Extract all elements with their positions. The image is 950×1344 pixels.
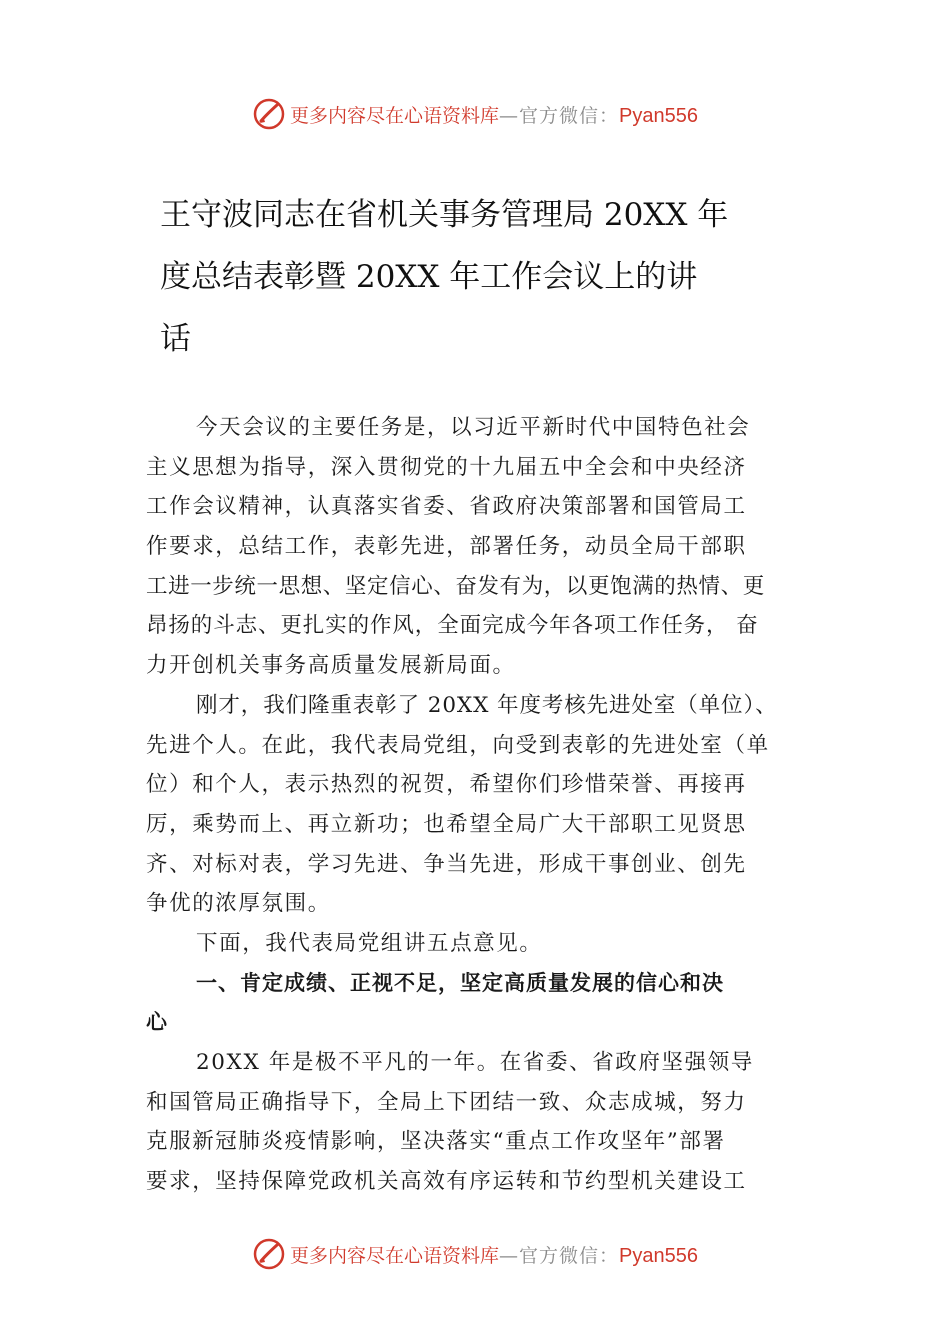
- body-line: 先进个人。在此，我代表局党组，向受到表彰的先进处室（单: [146, 732, 770, 758]
- banner-sub-text: —官方微信：: [499, 1244, 620, 1267]
- banner-main-text: 更多内容尽在心语资料库: [290, 1244, 500, 1267]
- body-line: 今天会议的主要任务是，以习近平新时代中国特色社会: [196, 415, 751, 440]
- body-line: 下面，我代表局党组讲五点意见。: [196, 930, 543, 956]
- body-line: 和国管局正确指导下，全局上下团结一致、众志成城，努力: [146, 1089, 747, 1115]
- body-line: 刚才，我们隆重表彰了 20XX 年度考核先进处室（单位）、: [196, 692, 778, 718]
- body-line: 争优的浓厚氛围。: [146, 891, 331, 917]
- body-line: 齐、对标对表，学习先进、争当先进，形成干事创业、创先: [146, 851, 747, 877]
- header-banner: [0, 94, 950, 134]
- footer-banner: [0, 1234, 950, 1274]
- banner-id-text: Pyan556: [619, 1244, 698, 1267]
- body-line: 工作会议精神，认真落实省委、省政府决策部署和国管局工: [146, 494, 747, 520]
- body-line: 作要求，总结工作，表彰先进，部署任务，动员全局干部职: [146, 534, 747, 560]
- brush-logo-icon: [252, 97, 286, 131]
- body-line: 要求，坚持保障党政机关高效有序运转和节约型机关建设工: [146, 1169, 747, 1195]
- body-line: 昂扬的斗志、更扎实的作风，全面完成今年各项工作任务， 奋: [146, 613, 759, 639]
- body-line: 位）和个人，表示热烈的祝贺，希望你们珍惜荣誉、再接再: [146, 772, 747, 798]
- banner-main-text: 更多内容尽在心语资料库: [290, 104, 500, 127]
- title-line: 话: [160, 321, 191, 357]
- body-line: 克服新冠肺炎疫情影响，坚决落实“重点工作攻坚年”部署: [146, 1129, 726, 1155]
- banner-sub-text: —官方微信：: [499, 104, 620, 127]
- document-title: [160, 184, 810, 370]
- section-heading: 心: [146, 1010, 168, 1035]
- brush-logo-icon: [252, 1237, 286, 1271]
- body-line: 力开创机关事务高质量发展新局面。: [146, 653, 516, 679]
- document-body: [146, 408, 816, 1202]
- title-line: 度总结表彰暨 20XX 年工作会议上的讲: [160, 259, 698, 295]
- body-line: 主义思想为指导，深入贯彻党的十九届五中全会和中央经济: [146, 454, 747, 480]
- banner-id-text: Pyan556: [619, 104, 698, 127]
- section-heading: 一、肯定成绩、正视不足，坚定高质量发展的信心和决: [196, 970, 724, 995]
- body-line: 厉，乘势而上、再立新功；也希望全局广大干部职工见贤思: [146, 811, 747, 837]
- body-line: 20XX 年是极不平凡的一年。在省委、省政府坚强领导: [196, 1050, 754, 1075]
- title-line: 王守波同志在省机关事务管理局 20XX 年: [160, 197, 729, 233]
- body-line: 工进一步统一思想、坚定信心、奋发有为，以更饱满的热情、更: [146, 573, 765, 599]
